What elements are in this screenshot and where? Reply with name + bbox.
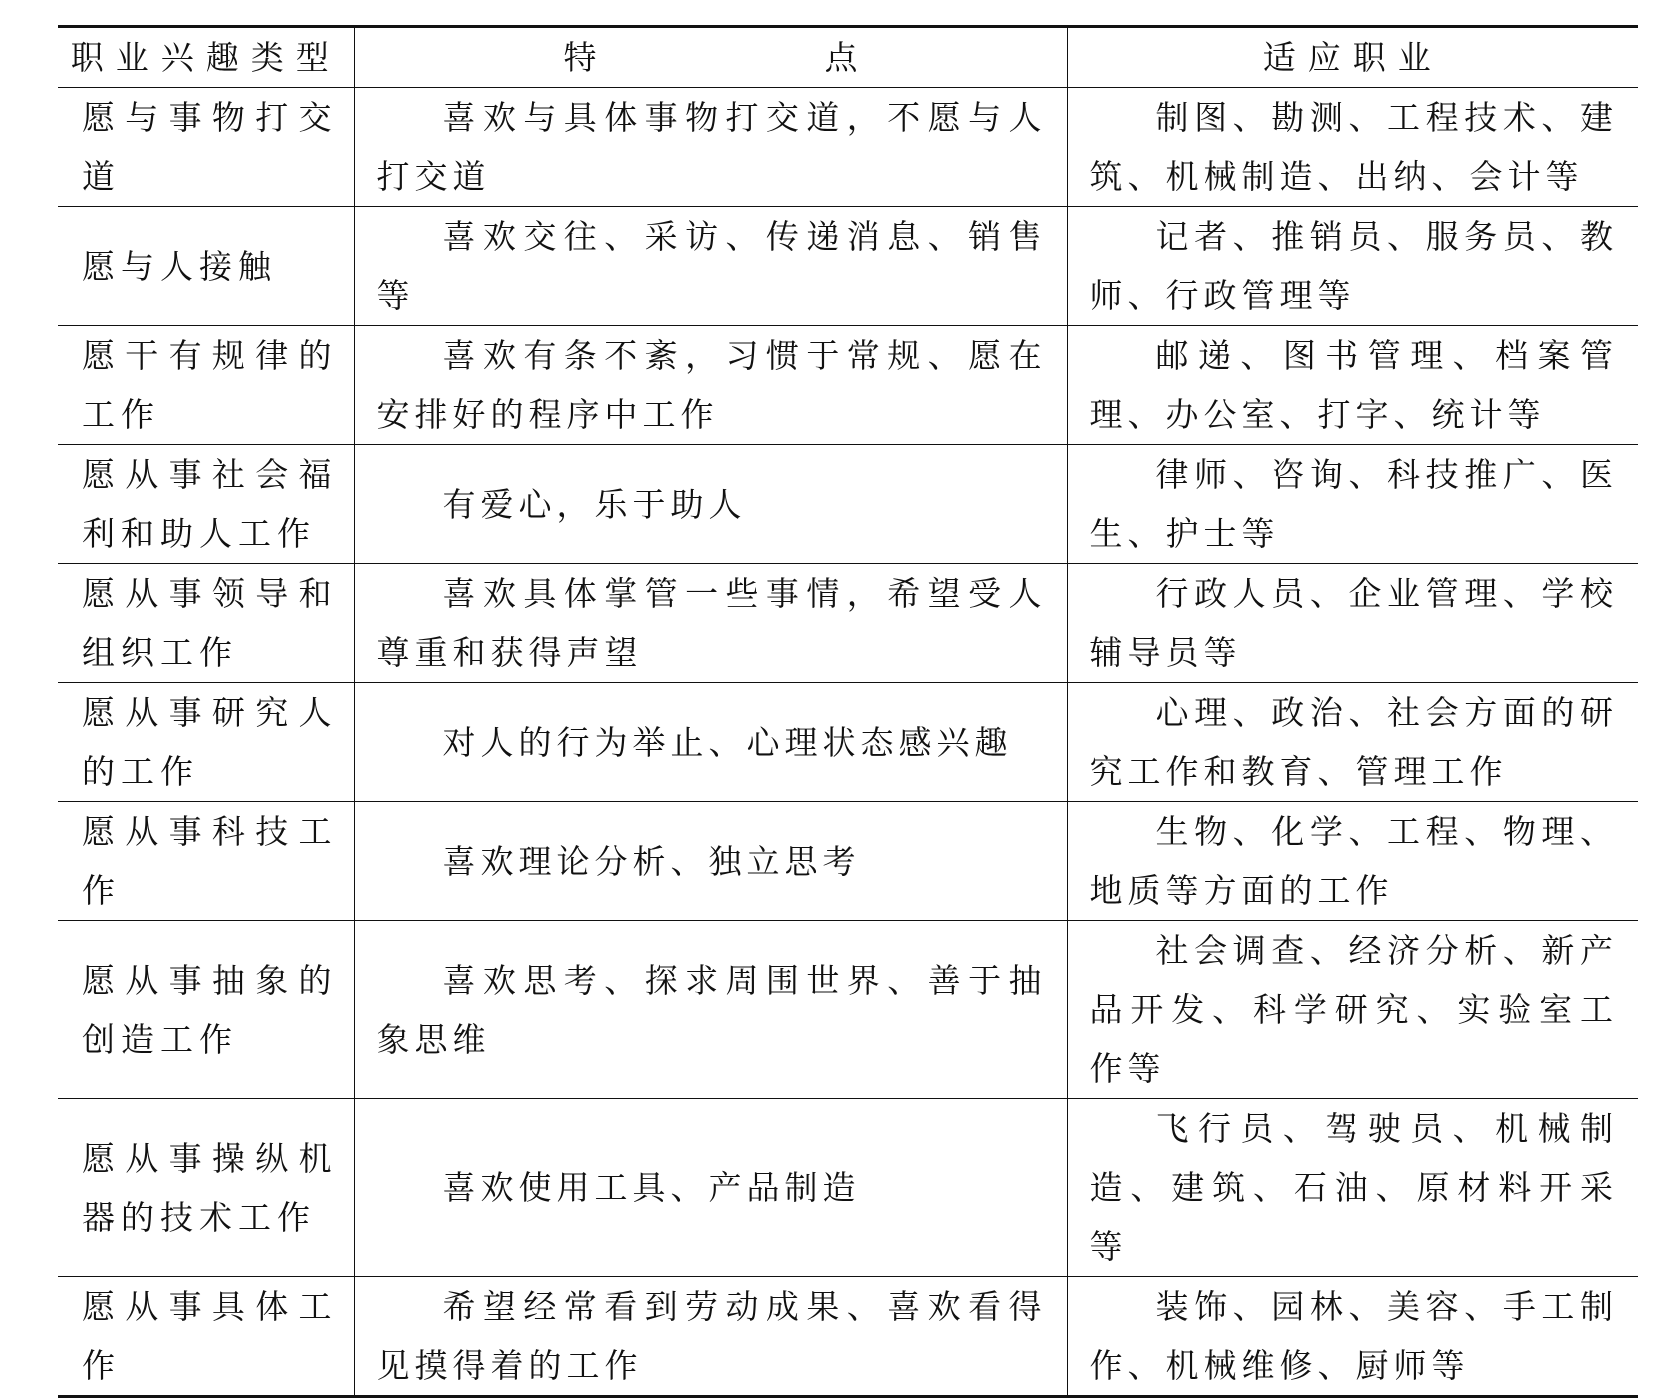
career-interest-table [58,25,1638,1398]
table-row [58,1099,1638,1277]
table-row [58,802,1638,921]
interest-type-cell: 愿从事领导和组织工作 [58,564,354,683]
interest-type-cell: 愿从事研究人的工作 [58,683,354,802]
interest-type-cell: 愿干有规律的工作 [58,326,354,445]
career-interest-table-container [58,25,1638,1398]
table-row [58,88,1638,207]
table-header [58,27,1638,88]
table-row [58,683,1638,802]
interest-type-cell: 愿与人接触 [58,207,354,326]
jobs-cell: 制图、勘测、工程技术、建筑、机械制造、出纳、会计等 [1067,88,1638,207]
traits-cell: 喜欢与具体事物打交道，不愿与人打交道 [354,88,1067,207]
jobs-cell: 行政人员、企业管理、学校辅导员等 [1067,564,1638,683]
traits-cell: 喜欢交往、采访、传递消息、销售等 [354,207,1067,326]
traits-cell: 喜欢有条不紊，习惯于常规、愿在安排好的程序中工作 [354,326,1067,445]
traits-cell: 对人的行为举止、心理状态感兴趣 [354,683,1067,802]
header-suitable-jobs: 适应职业 [1067,27,1638,88]
table-row [58,1277,1638,1397]
traits-cell: 喜欢使用工具、产品制造 [354,1099,1067,1277]
header-interest-type: 职业兴趣类型 [58,27,354,88]
jobs-cell: 邮递、图书管理、档案管理、办公室、打字、统计等 [1067,326,1638,445]
interest-type-cell: 愿从事科技工作 [58,802,354,921]
interest-type-cell: 愿从事操纵机器的技术工作 [58,1099,354,1277]
header-row [58,27,1638,88]
traits-cell: 有爱心，乐于助人 [354,445,1067,564]
jobs-cell: 飞行员、驾驶员、机械制造、建筑、石油、原材料开采等 [1067,1099,1638,1277]
header-traits: 特 点 [354,27,1067,88]
interest-type-cell: 愿从事抽象的创造工作 [58,921,354,1099]
table-body [58,88,1638,1397]
interest-type-cell: 愿从事社会福利和助人工作 [58,445,354,564]
table-row [58,326,1638,445]
traits-cell: 喜欢思考、探求周围世界、善于抽象思维 [354,921,1067,1099]
jobs-cell: 社会调查、经济分析、新产品开发、科学研究、实验室工作等 [1067,921,1638,1099]
table-row [58,207,1638,326]
interest-type-cell: 愿从事具体工作 [58,1277,354,1397]
jobs-cell: 生物、化学、工程、物理、地质等方面的工作 [1067,802,1638,921]
traits-cell: 希望经常看到劳动成果、喜欢看得见摸得着的工作 [354,1277,1067,1397]
traits-cell: 喜欢理论分析、独立思考 [354,802,1067,921]
table-row [58,921,1638,1099]
traits-cell: 喜欢具体掌管一些事情，希望受人尊重和获得声望 [354,564,1067,683]
interest-type-cell: 愿与事物打交道 [58,88,354,207]
table-row [58,445,1638,564]
jobs-cell: 心理、政治、社会方面的研究工作和教育、管理工作 [1067,683,1638,802]
table-row [58,564,1638,683]
jobs-cell: 律师、咨询、科技推广、医生、护士等 [1067,445,1638,564]
jobs-cell: 装饰、园林、美容、手工制作、机械维修、厨师等 [1067,1277,1638,1397]
jobs-cell: 记者、推销员、服务员、教师、行政管理等 [1067,207,1638,326]
